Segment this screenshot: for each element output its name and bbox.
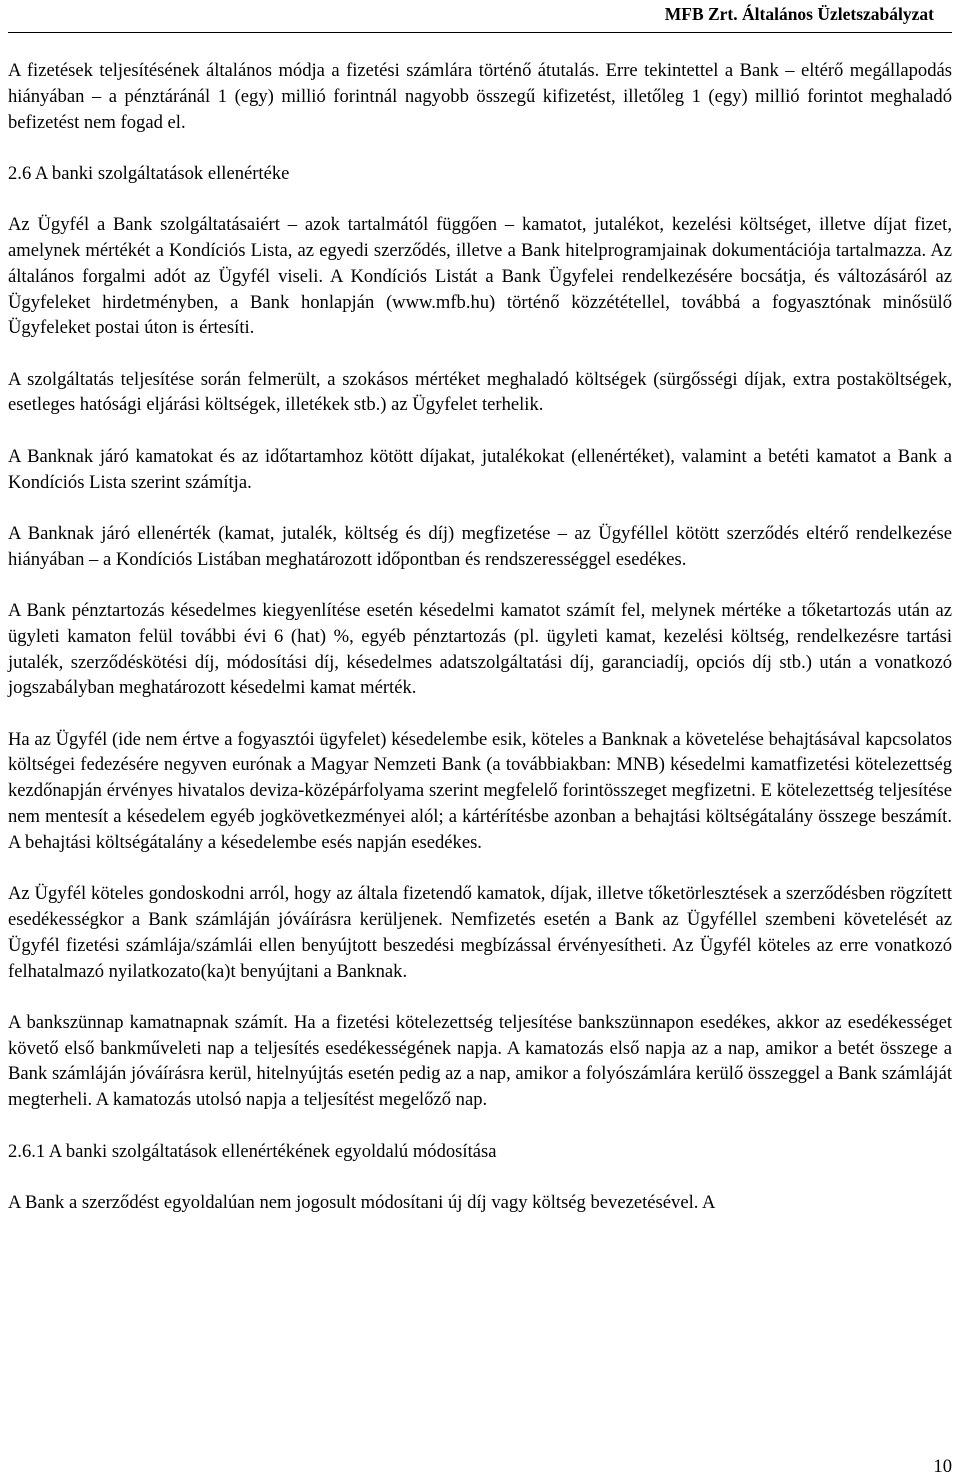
header-divider: [8, 32, 952, 33]
paragraph-extra-costs: A szolgáltatás teljesítése során felmerült, a szokásos mértéket meghaladó költségek (sürgősségi díjak, extra postaköltségek, esetleges hatósági eljárási költségek, illetékek stb.) az Ügyfelet terhelik.: [8, 368, 952, 416]
paragraph-bank-holiday: A bankszünnap kamatnapnak számít. Ha a fizetési kötelezettség teljesítése bankszünnapon esedékes, akkor az esedékességet követő első bankműveleti nap a teljesítés esedékességének napja. A kamatozás első napja az a nap, amikor a betét összege a Bank számláján jóváírásra kerül, hitelnyújtás esetén pedig az a nap, amikor a folyószámlára kerülő összeggel a Bank számláját megterheli. A kamatozás utolsó napja a teljesítést megelőző nap.: [8, 1011, 952, 1111]
paragraph-client-obligations: Az Ügyfél köteles gondoskodni arról, hogy az általa fizetendő kamatok, díjak, illetve tőketörlesztések a szerződésben rögzített esedékességkor a Bank számláján jóváírásra kerüljenek. Nemfizetés esetén a Bank az Ügyféllel szembeni követelését az Ügyfél fizetési számlája/számlái ellen benyújtott beszedési megbízással érvényesítheti. Az Ügyfél köteles az erre vonatkozó felhatalmazó nyilatkozato(ka)t benyújtani a Banknak.: [8, 883, 952, 982]
section-heading-2-6: 2.6 A banki szolgáltatások ellenértéke: [8, 162, 290, 184]
paragraph-payment-due: A Banknak járó ellenérték (kamat, jutalék, költség és díj) megfizetése – az Ügyféllel kötött szerződés eltérő rendelkezése hiányában – a Kondíciós Listában meghatározott időpontban és rendszerességgel esedékes.: [8, 522, 952, 570]
paragraph-late-interest: A Bank pénztartozás késedelmes kiegyenlítése esetén késedelmi kamatot számít fel, melynek mértéke a tőketartozás után az ügyleti kamaton felül további évi 6 (hat) %, egyéb pénztartozás (pl. ügyleti kamat, kezelési költség, rendelkezésre tartási jutalék, szerződéskötési díj, módosítási díj, késedelmes adatszolgáltatási díj, garanciadíj, opciós díj stb.) után a vonatkozó jogszabályban meghatározott késedelmi kamat mérték.: [8, 599, 952, 699]
paragraph-interest-calculation: A Banknak járó kamatokat és az időtartamhoz kötött díjakat, jutalékokat (ellenértéket), valamint a betéti kamatot a Bank a Kondíciós Lista szerint számítja.: [8, 445, 952, 493]
paragraph-fees-overview: Az Ügyfél a Bank szolgáltatásaiért – azok tartalmától függően – kamatot, jutalékot, kezelési költséget, illetve díjat fizet, amelynek mértékét a Kondíciós Lista, az egyedi szerződés, illetve a Bank hitelprogramjainak dokumentációja tartalmazza. Az általános forgalmi adót az Ügyfél viseli. A Kondíciós Listát a Bank Ügyfelei rendelkezésére bocsátja, és változásáról az Ügyfeleket hirdetményben, a Bank honlapján (www.mfb.hu) történő közzététellel, továbbá a fogyasztónak minősülő Ügyfeleket postai úton is értesíti.: [8, 214, 952, 339]
paragraph-collection-costs: Ha az Ügyfél (ide nem értve a fogyasztói ügyfelet) késedelembe esik, köteles a Banknak a követelése behajtásával kapcsolatos költségei fedezésére negyven eurónak a Magyar Nemzeti Bank (a továbbiakban: MNB) késedelmi kamatfizetési kötelezettség kezdőnapján érvényes hivatalos deviza-középárfolyama szerint megfelelő forintösszeget megfizetni. E kötelezettség teljesítése nem mentesít a késedelem egyéb jogkövetkezményei alól; a kártérítésbe azonban a behajtási költségátalány összege beszámít. A behajtási költségátalány a késedelembe esés napján esedékes.: [8, 728, 952, 853]
section-heading-2-6-1: 2.6.1 A banki szolgáltatások ellenértékének egyoldalú módosítása: [8, 1140, 497, 1162]
paragraph-unilateral-modification: A Bank a szerződést egyoldalúan nem jogosult módosítani új díj vagy költség bevezetésével. A: [8, 1191, 716, 1213]
page-number: 10: [933, 1456, 952, 1477]
document-body: [8, 58, 952, 1241]
paragraph-payment-method: A fizetések teljesítésének általános módja a fizetési számlára történő átutalás. Erre tekintettel a Bank – eltérő megállapodás hiányában – a pénztáránál 1 (egy) millió forintnál nagyobb összegű kifizetést, illetőleg 1 (egy) millió forintot meghaladó befizetést nem fogad el.: [8, 60, 952, 133]
document-title: MFB Zrt. Általános Üzletszabályzat: [664, 4, 934, 24]
